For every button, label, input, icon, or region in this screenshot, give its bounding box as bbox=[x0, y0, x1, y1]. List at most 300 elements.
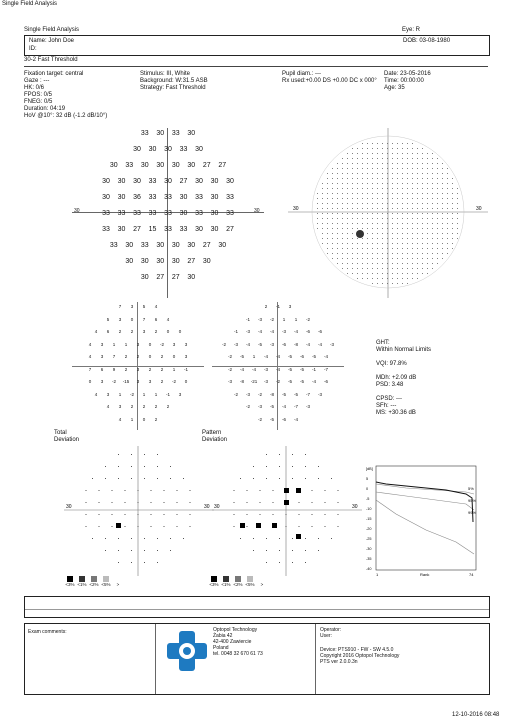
map-dot bbox=[327, 183, 328, 184]
map-dot bbox=[347, 193, 348, 194]
map-dot bbox=[357, 148, 358, 149]
map-dot bbox=[332, 223, 333, 224]
map-dot bbox=[372, 268, 373, 269]
map-dot bbox=[432, 213, 433, 214]
prob-symbol bbox=[177, 514, 178, 515]
map-dot bbox=[402, 238, 403, 239]
map-dot bbox=[317, 193, 318, 194]
map-dot bbox=[407, 218, 408, 219]
map-dot bbox=[367, 273, 368, 274]
map-dot bbox=[332, 238, 333, 239]
prob-symbol bbox=[338, 526, 339, 527]
map-dot bbox=[327, 228, 328, 229]
deviation-cell: -6 bbox=[281, 341, 286, 347]
map-dot bbox=[402, 183, 403, 184]
map-dot bbox=[437, 228, 438, 229]
map-dot bbox=[357, 268, 358, 269]
map-dot bbox=[357, 168, 358, 169]
legend-item bbox=[232, 576, 244, 588]
prob-symbol-p05 bbox=[296, 488, 301, 493]
map-dot bbox=[322, 208, 323, 209]
threshold-cell: 30 bbox=[187, 162, 196, 169]
map-dot bbox=[397, 233, 398, 234]
prob-symbol bbox=[190, 490, 191, 491]
map-dot bbox=[377, 243, 378, 244]
prob-symbol bbox=[183, 538, 184, 539]
legend-label: <5% bbox=[245, 582, 255, 587]
map-dot bbox=[452, 198, 453, 199]
map-dot bbox=[447, 183, 448, 184]
map-dot bbox=[422, 198, 423, 199]
map-dot bbox=[352, 273, 353, 274]
map-dot bbox=[337, 223, 338, 224]
map-dot bbox=[452, 208, 453, 209]
map-dot bbox=[382, 198, 383, 199]
threshold-cell: 30 bbox=[156, 130, 165, 137]
map-dot bbox=[337, 243, 338, 244]
map-dot bbox=[422, 248, 423, 249]
params-col2 bbox=[140, 71, 208, 92]
cpsd: CPSD: --- bbox=[376, 396, 402, 402]
deviation-cell: 4 bbox=[106, 404, 110, 409]
patient-name: Name: John Doe bbox=[29, 38, 75, 44]
map-dot bbox=[427, 223, 428, 224]
deviation-cell: -5 bbox=[299, 379, 304, 384]
map-dot bbox=[362, 278, 363, 279]
stimulus: Stimulus: III, White bbox=[140, 71, 191, 77]
map-dot bbox=[317, 208, 318, 209]
map-dot bbox=[362, 243, 363, 244]
pattern-title: Pattern bbox=[202, 430, 222, 436]
map-dot bbox=[382, 273, 383, 274]
map-dot bbox=[322, 228, 323, 229]
prob-symbol bbox=[318, 538, 319, 539]
map-dot bbox=[447, 233, 448, 234]
deviation-cell: -5 bbox=[269, 416, 274, 422]
map-dot bbox=[317, 198, 318, 199]
map-dot bbox=[442, 183, 443, 184]
map-dot bbox=[367, 243, 368, 244]
map-dot bbox=[402, 243, 403, 244]
map-dot bbox=[377, 193, 378, 194]
map-dot bbox=[397, 253, 398, 254]
hk: HK: 0/6 bbox=[24, 85, 45, 91]
map-dot bbox=[332, 233, 333, 234]
fixation-target: Fixation target: central bbox=[24, 71, 84, 77]
map-dot bbox=[447, 203, 448, 204]
map-dot bbox=[352, 153, 353, 154]
prob-symbol bbox=[273, 514, 274, 515]
map-dot bbox=[367, 193, 368, 194]
map-dot bbox=[407, 243, 408, 244]
prob-symbol bbox=[266, 538, 267, 539]
map-dot bbox=[387, 278, 388, 279]
map-dot bbox=[412, 143, 413, 144]
map-dot bbox=[407, 193, 408, 194]
map-dot bbox=[332, 213, 333, 214]
map-dot bbox=[422, 243, 423, 244]
map-dot bbox=[452, 188, 453, 189]
map-dot bbox=[387, 258, 388, 259]
map-dot bbox=[392, 153, 393, 154]
prob-symbol bbox=[279, 550, 280, 551]
map-dot bbox=[417, 238, 418, 239]
user: User: bbox=[320, 633, 332, 639]
map-dot bbox=[342, 238, 343, 239]
map-dot bbox=[422, 163, 423, 164]
map-dot bbox=[417, 273, 418, 274]
map-dot bbox=[372, 238, 373, 239]
prob-symbol bbox=[190, 502, 191, 503]
deviation-cell: 2 bbox=[166, 404, 170, 409]
map-dot bbox=[377, 208, 378, 209]
map-dot bbox=[422, 148, 423, 149]
prob-symbol bbox=[190, 526, 191, 527]
map-dot bbox=[442, 233, 443, 234]
threshold-cell: 27 bbox=[133, 226, 141, 233]
map-dot bbox=[342, 258, 343, 259]
map-dot bbox=[357, 228, 358, 229]
deviation-cell: -4 bbox=[311, 379, 316, 384]
map-dot bbox=[357, 153, 358, 154]
map-dot bbox=[427, 188, 428, 189]
map-dot bbox=[372, 188, 373, 189]
map-dot bbox=[382, 168, 383, 169]
map-dot bbox=[417, 163, 418, 164]
map-dot bbox=[357, 223, 358, 224]
map-dot bbox=[322, 183, 323, 184]
map-dot bbox=[347, 178, 348, 179]
deviation-cell: -4 bbox=[245, 341, 250, 347]
map-dot bbox=[387, 238, 388, 239]
prob-symbol bbox=[112, 490, 113, 491]
map-dot bbox=[412, 238, 413, 239]
threshold-cell: 30 bbox=[148, 146, 157, 153]
map-dot bbox=[367, 238, 368, 239]
map-dot bbox=[427, 228, 428, 229]
map-dot bbox=[357, 218, 358, 219]
map-dot bbox=[382, 243, 383, 244]
map-dot bbox=[392, 203, 393, 204]
map-axis-left: 30 bbox=[293, 206, 299, 212]
map-dot bbox=[452, 238, 453, 239]
deviation-cell: 3 bbox=[130, 304, 134, 309]
map-dot bbox=[452, 183, 453, 184]
map-dot bbox=[397, 193, 398, 194]
prob-symbol bbox=[260, 502, 261, 503]
prob-symbol bbox=[170, 478, 171, 479]
map-dot bbox=[437, 263, 438, 264]
deviation-cell: 4 bbox=[118, 416, 122, 422]
map-dot bbox=[412, 223, 413, 224]
map-dot bbox=[392, 148, 393, 149]
prob-symbol bbox=[247, 502, 248, 503]
deviation-cell: 3 bbox=[100, 379, 104, 384]
map-dot bbox=[397, 273, 398, 274]
legend-label: <3% bbox=[65, 582, 75, 587]
prob-symbol bbox=[177, 502, 178, 503]
bebie-95pct: 95% bbox=[468, 498, 477, 503]
prob-symbol bbox=[170, 550, 171, 551]
map-dot bbox=[372, 233, 373, 234]
map-dot bbox=[367, 253, 368, 254]
map-dot bbox=[347, 158, 348, 159]
map-dot bbox=[407, 148, 408, 149]
map-dot bbox=[332, 248, 333, 249]
map-dot bbox=[377, 168, 378, 169]
bebie-y-tick: -35 bbox=[366, 557, 372, 561]
deviation-cell: -2 bbox=[171, 379, 176, 384]
deviation-cell: 7 bbox=[142, 316, 146, 322]
map-dot bbox=[392, 258, 393, 259]
map-dot bbox=[382, 233, 383, 234]
map-dot bbox=[342, 193, 343, 194]
map-dot bbox=[397, 218, 398, 219]
map-dot bbox=[442, 203, 443, 204]
duration: Duration: 04:19 bbox=[24, 106, 66, 112]
patient-dob: DOB: 03-08-1980 bbox=[403, 38, 451, 44]
map-dot bbox=[442, 208, 443, 209]
map-dot bbox=[337, 238, 338, 239]
map-dot bbox=[342, 208, 343, 209]
deviation-cell: 1 bbox=[112, 341, 116, 347]
map-dot bbox=[367, 198, 368, 199]
deviation-cell: 0 bbox=[178, 329, 182, 334]
prob-symbol bbox=[118, 538, 119, 539]
map-dot bbox=[317, 213, 318, 214]
prob-symbol bbox=[118, 454, 119, 455]
prob-symbol bbox=[105, 550, 106, 551]
map-dot bbox=[422, 173, 423, 174]
map-dot bbox=[362, 153, 363, 154]
legend-label: <3% bbox=[209, 582, 219, 587]
deviation-cell: -5 bbox=[293, 391, 298, 397]
threshold-cell: 30 bbox=[179, 210, 188, 217]
threshold-cell: 30 bbox=[133, 178, 141, 185]
deviation-cell: 2 bbox=[124, 366, 128, 372]
map-dot bbox=[397, 238, 398, 239]
map-dot bbox=[382, 283, 383, 284]
threshold-cell: 15 bbox=[148, 226, 157, 233]
deviation-cell: -1 bbox=[165, 391, 170, 397]
map-dot bbox=[322, 218, 323, 219]
prob-symbol bbox=[338, 502, 339, 503]
map-dot bbox=[397, 228, 398, 229]
deviation-cell: -1 bbox=[311, 366, 316, 372]
deviation-cell: -1 bbox=[233, 329, 238, 334]
map-dot bbox=[382, 203, 383, 204]
map-dot bbox=[407, 273, 408, 274]
threshold-cell: 33 bbox=[125, 162, 134, 169]
map-dot bbox=[367, 173, 368, 174]
map-dot bbox=[432, 163, 433, 164]
map-axis-right: 30 bbox=[476, 206, 482, 212]
prob-symbol-p05 bbox=[272, 523, 277, 528]
deviation-cell: -3 bbox=[317, 391, 322, 397]
map-dot bbox=[377, 233, 378, 234]
map-dot bbox=[327, 193, 328, 194]
prob-symbol bbox=[305, 478, 306, 479]
deviation-cell: 3 bbox=[178, 391, 182, 397]
map-dot bbox=[417, 253, 418, 254]
prob-symbol bbox=[305, 550, 306, 551]
hov: HoV @10°: 32 dB (-1.2 dB/10°) bbox=[24, 113, 108, 119]
map-dot bbox=[447, 243, 448, 244]
map-dot bbox=[352, 178, 353, 179]
map-dot bbox=[412, 268, 413, 269]
map-dot bbox=[442, 243, 443, 244]
map-dot bbox=[417, 173, 418, 174]
map-dot bbox=[432, 183, 433, 184]
report-title: Single Field Analysis bbox=[24, 27, 80, 33]
map-dot bbox=[382, 173, 383, 174]
map-dot bbox=[357, 193, 358, 194]
map-dot bbox=[387, 263, 388, 264]
deviation-cell: -3 bbox=[227, 379, 232, 384]
deviation-cell: 3 bbox=[136, 379, 140, 384]
background: Background: W:31.5 ASB bbox=[140, 78, 208, 84]
map-dot bbox=[367, 263, 368, 264]
map-dot bbox=[442, 238, 443, 239]
prob-symbol bbox=[190, 514, 191, 515]
prob-symbol bbox=[86, 502, 87, 503]
map-dot bbox=[447, 253, 448, 254]
map-dot bbox=[332, 198, 333, 199]
deviation-cell: -3 bbox=[269, 341, 274, 347]
fpos: FPOS: 0/5 bbox=[24, 92, 53, 98]
map-dot bbox=[402, 283, 403, 284]
map-dot bbox=[367, 223, 368, 224]
deviation-cell: -2 bbox=[305, 316, 310, 322]
total-deviation-title bbox=[54, 430, 79, 444]
tdp-axis-right: 30 bbox=[204, 504, 210, 510]
deviation-cell: -4 bbox=[275, 354, 280, 359]
divider bbox=[24, 66, 488, 67]
patient-id: ID: bbox=[29, 46, 37, 52]
bebie-y-tick: [dB] bbox=[366, 467, 373, 471]
map-dot bbox=[412, 163, 413, 164]
map-dot bbox=[442, 173, 443, 174]
map-dot bbox=[342, 173, 343, 174]
patient-box bbox=[24, 35, 490, 56]
map-dot bbox=[387, 148, 388, 149]
map-dot bbox=[337, 188, 338, 189]
prob-symbol bbox=[305, 562, 306, 563]
map-dot bbox=[442, 213, 443, 214]
deviation-cell: 3 bbox=[100, 341, 104, 347]
legend-item bbox=[256, 576, 268, 588]
map-dot bbox=[342, 178, 343, 179]
prob-symbol bbox=[170, 466, 171, 467]
map-dot bbox=[417, 278, 418, 279]
map-dot bbox=[437, 198, 438, 199]
map-dot bbox=[427, 218, 428, 219]
prob-symbol-p05 bbox=[296, 534, 301, 539]
prob-symbol bbox=[144, 562, 145, 563]
map-dot bbox=[427, 153, 428, 154]
threshold-cell: 30 bbox=[125, 258, 134, 265]
deviation-cell: -6 bbox=[317, 329, 322, 334]
map-dot bbox=[337, 248, 338, 249]
map-dot bbox=[382, 213, 383, 214]
prob-symbol bbox=[112, 502, 113, 503]
prob-symbol bbox=[86, 490, 87, 491]
prob-symbol bbox=[99, 502, 100, 503]
map-dot bbox=[327, 213, 328, 214]
deviation-cell: 1 bbox=[172, 366, 176, 372]
map-dot bbox=[352, 243, 353, 244]
legend-label: > bbox=[260, 582, 264, 587]
map-dot bbox=[392, 228, 393, 229]
deviation-cell: 2 bbox=[154, 416, 158, 422]
map-dot bbox=[452, 248, 453, 249]
map-dot bbox=[387, 188, 388, 189]
prob-symbol bbox=[279, 454, 280, 455]
legend-item bbox=[244, 576, 256, 588]
map-dot bbox=[367, 248, 368, 249]
map-dot bbox=[352, 263, 353, 264]
map-dot bbox=[457, 193, 458, 194]
map-dot bbox=[407, 208, 408, 209]
map-dot bbox=[412, 188, 413, 189]
map-dot bbox=[402, 278, 403, 279]
map-dot bbox=[392, 143, 393, 144]
map-dot bbox=[387, 203, 388, 204]
prob-symbol bbox=[253, 478, 254, 479]
map-dot bbox=[402, 223, 403, 224]
map-dot bbox=[397, 178, 398, 179]
deviation-cell: -1 bbox=[275, 304, 280, 309]
legend-item bbox=[64, 576, 76, 588]
map-dot bbox=[377, 278, 378, 279]
prob-symbol bbox=[305, 538, 306, 539]
deviation-cell: -2 bbox=[129, 391, 134, 397]
map-dot bbox=[352, 163, 353, 164]
map-dot bbox=[392, 213, 393, 214]
map-dot bbox=[432, 168, 433, 169]
map-dot bbox=[452, 218, 453, 219]
map-dot bbox=[362, 143, 363, 144]
map-dot bbox=[402, 173, 403, 174]
window-title: Single Field Analysis bbox=[2, 1, 58, 7]
bebie-y-tick: 5 bbox=[366, 477, 369, 481]
map-dot bbox=[347, 238, 348, 239]
prob-symbol-p05 bbox=[284, 500, 289, 505]
threshold-cell: 33 bbox=[148, 178, 157, 185]
map-dot bbox=[372, 253, 373, 254]
map-dot bbox=[377, 148, 378, 149]
deviation-cell: 7 bbox=[118, 304, 122, 309]
map-dot bbox=[432, 208, 433, 209]
deviation-cell: -7 bbox=[305, 391, 310, 397]
map-dot bbox=[392, 178, 393, 179]
deviation-cell: 2 bbox=[130, 404, 134, 409]
map-dot bbox=[372, 223, 373, 224]
map-dot bbox=[397, 148, 398, 149]
bebie-99pct: 99% bbox=[468, 510, 477, 515]
map-dot bbox=[377, 258, 378, 259]
bebie-y-tick: -5 bbox=[366, 497, 370, 501]
map-dot bbox=[407, 233, 408, 234]
map-dot bbox=[457, 208, 458, 209]
map-dot bbox=[377, 213, 378, 214]
prob-symbol bbox=[292, 466, 293, 467]
deviation-cell: 3 bbox=[106, 391, 110, 397]
legend-label: <5% bbox=[101, 582, 111, 587]
threshold-cell: 30 bbox=[171, 242, 180, 249]
map-dot bbox=[347, 153, 348, 154]
map-dot bbox=[342, 223, 343, 224]
